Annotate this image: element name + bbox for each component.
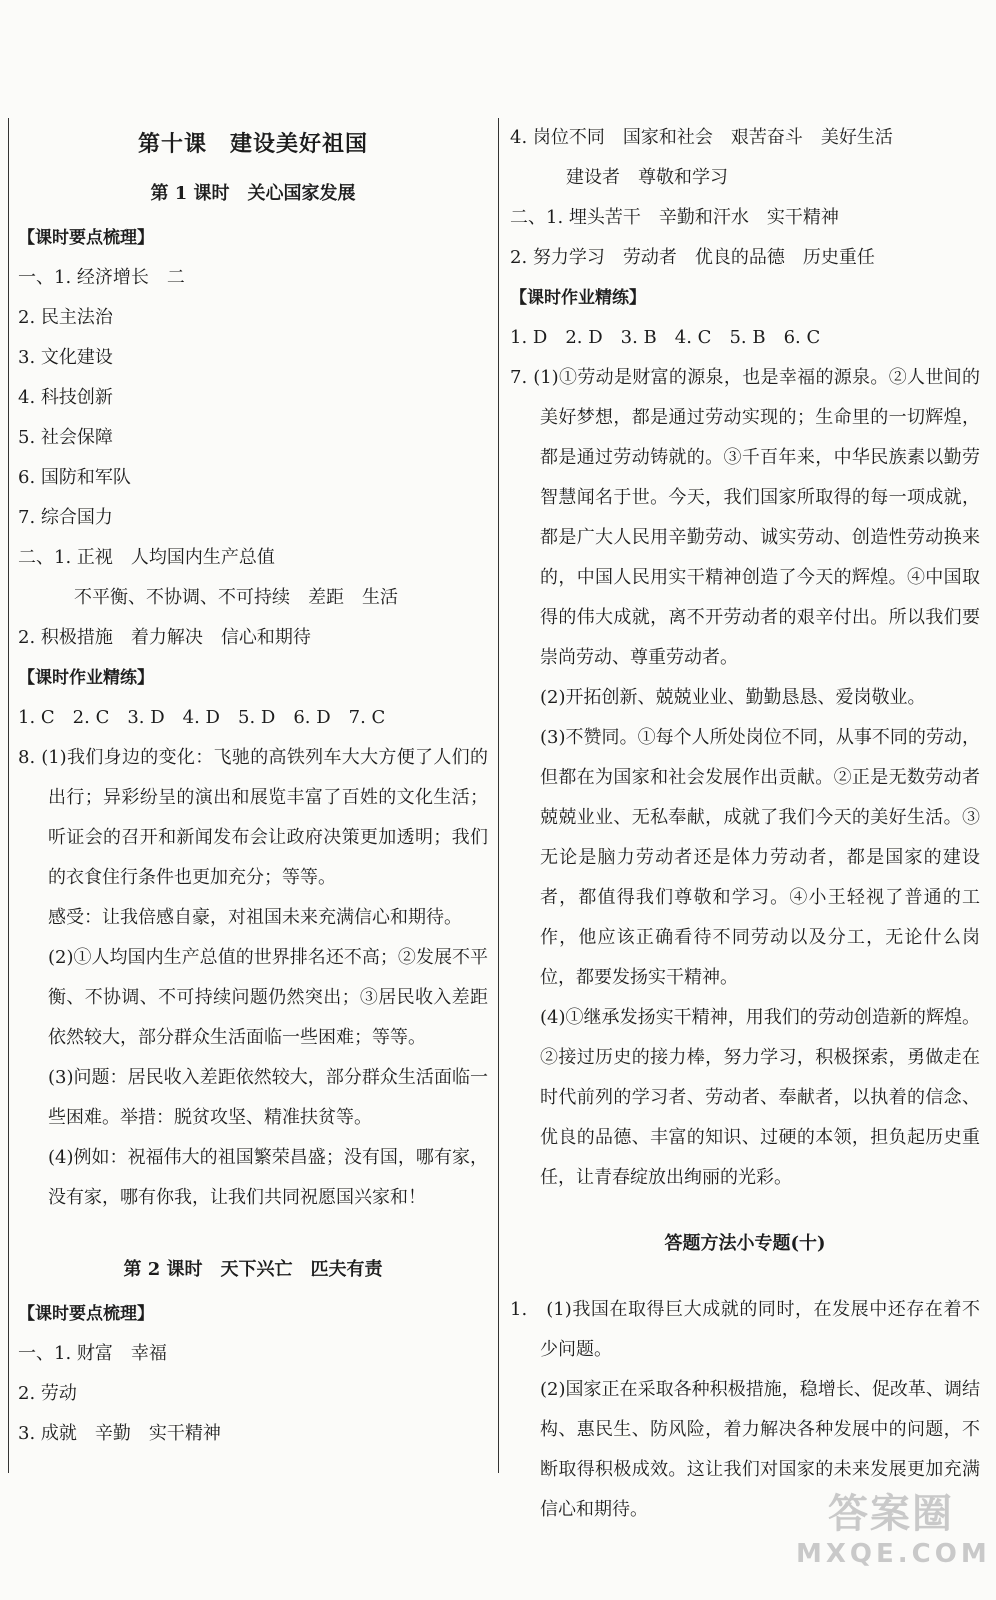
lesson2-point: 2. 劳动 [18,1383,77,1404]
lesson1-point: 2. 民主法治 [18,307,113,328]
lesson1-point: 不平衡、不协调、不可持续 差距 生活 [74,587,398,608]
special-answer-part: (2)国家正在采取各种积极措施，稳增长、促改革、调结构、惠民生、防风险，着力解决各种发展中的问题，不断取得积极成效。这让我们对国家的未来发展更加充满信心和期待。 [540,1379,980,1520]
lesson1-point: 7. 综合国力 [18,507,113,528]
lesson2-point: 一、1. 财富 幸福 [18,1343,167,1364]
lesson1-point: 6. 国防和军队 [18,467,131,488]
lesson2-practice-header: 【课时作业精练】 [510,288,646,308]
q7-answer-part: (4)①继承发扬实干精神，用我们的劳动创造新的辉煌。②接过历史的接力棒，努力学习，积极探索，勇做走在时代前列的学习者、劳动者、奉献者，以执着的信念、优良的品德、丰富的知识、过硬的本领，担负起历史重任，让青春绽放出绚丽的光彩。 [540,1007,980,1188]
watermark-domain: MXQE.COM [796,1539,991,1569]
watermark-logo-text: 答案圈 [828,1491,954,1537]
lesson2-point: 3. 成就 辛勤 实干精神 [18,1423,221,1444]
lesson2-point: 2. 努力学习 劳动者 优良的品德 历史重任 [510,247,875,268]
q7-answer-part: 7. (1)①劳动是财富的源泉，也是幸福的源泉。②人世间的美好梦想，都是通过劳动实现的；生命里的一切辉煌，都是通过劳动铸就的。③千百年来，中华民族素以勤劳智慧闻名于世。今天，我们国家所取得的每一项成就，都是广大人民用辛勤劳动、诚实劳动、创造性劳动换来的，中国人民用实干精神创造了今天的辉煌。④中国取得的伟大成就，离不开劳动者的艰辛付出。所以我们要崇尚劳动、尊重劳动者。 [510,367,980,668]
special-topic-title: 答题方法小专题(十) [664,1233,826,1254]
q8-answer-part: 8. (1)我们身边的变化：飞驰的高铁列车大大方便了人们的出行；异彩纷呈的演出和展览丰富了百姓的文化生活；听证会的召开和新闻发布会让政府决策更加透明；我们的衣食住行条件也更加充分；等等。 [18,747,488,888]
lesson1-point: 5. 社会保障 [18,427,113,448]
lesson1-title: 第 1 课时 关心国家发展 [150,183,356,204]
q7-answer-part: (3)不赞同。①每个人所处岗位不同，从事不同的劳动，但都在为国家和社会发展作出贡献。②正是无数劳动者兢兢业业、无私奉献，成就了我们今天的美好生活。③无论是脑力劳动者还是体力劳动者，都是国家的建设者，都值得我们尊敬和学习。④小王轻视了普通的工作，他应该正确看待不同劳动以及分工，无论什么岗位，都要发扬实干精神。 [540,727,980,988]
left-column [18,118,488,1454]
right-column [510,118,980,1530]
lesson1-point: 3. 文化建设 [18,347,113,368]
lesson1-choice-answers: 1. C 2. C 3. D 4. D 5. D 6. D 7. C [18,707,386,728]
lesson2-point: 二、1. 埋头苦干 辛勤和汗水 实干精神 [510,207,839,228]
site-watermark [796,1482,991,1582]
lesson1-point: 一、1. 经济增长 二 [18,267,185,288]
lesson1-practice-header: 【课时作业精练】 [18,668,154,688]
q8-answer-part: (4)例如：祝福伟大的祖国繁荣昌盛；没有国，哪有家，没有家，哪有你我，让我们共同祝愿国兴家和！ [48,1147,488,1208]
column-divider [498,118,499,1473]
q8-answer-part: 感受：让我倍感自豪，对祖国未来充满信心和期待。 [48,907,462,928]
lesson2-choice-answers: 1. D 2. D 3. B 4. C 5. B 6. C [510,327,821,348]
lesson2-title: 第 2 课时 天下兴亡 匹夫有责 [123,1259,383,1280]
q7-answer-part: (2)开拓创新、兢兢业业、勤勤恳恳、爱岗敬业。 [540,687,926,708]
left-border [8,118,9,1473]
lesson1-points-header: 【课时要点梳理】 [18,228,154,248]
lesson2-point: 4. 岗位不同 国家和社会 艰苦奋斗 美好生活 [510,127,893,148]
lesson1-point: 4. 科技创新 [18,387,113,408]
special-answer-part: 1. (1)我国在取得巨大成就的同时，在发展中还存在着不少问题。 [510,1299,980,1360]
lesson1-point: 二、1. 正视 人均国内生产总值 [18,547,275,568]
lesson2-point: 建设者 尊敬和学习 [566,167,728,188]
lesson2-points-header: 【课时要点梳理】 [18,1304,154,1324]
q8-answer-part: (3)问题：居民收入差距依然较大，部分群众生活面临一些困难。举措：脱贫攻坚、精准扶贫等。 [48,1067,488,1128]
chapter-title: 第十课 建设美好祖国 [137,131,368,157]
lesson1-point: 2. 积极措施 着力解决 信心和期待 [18,627,311,648]
q8-answer-part: (2)①人均国内生产总值的世界排名还不高；②发展不平衡、不协调、不可持续问题仍然突出；③居民收入差距依然较大，部分群众生活面临一些困难；等等。 [48,947,488,1048]
